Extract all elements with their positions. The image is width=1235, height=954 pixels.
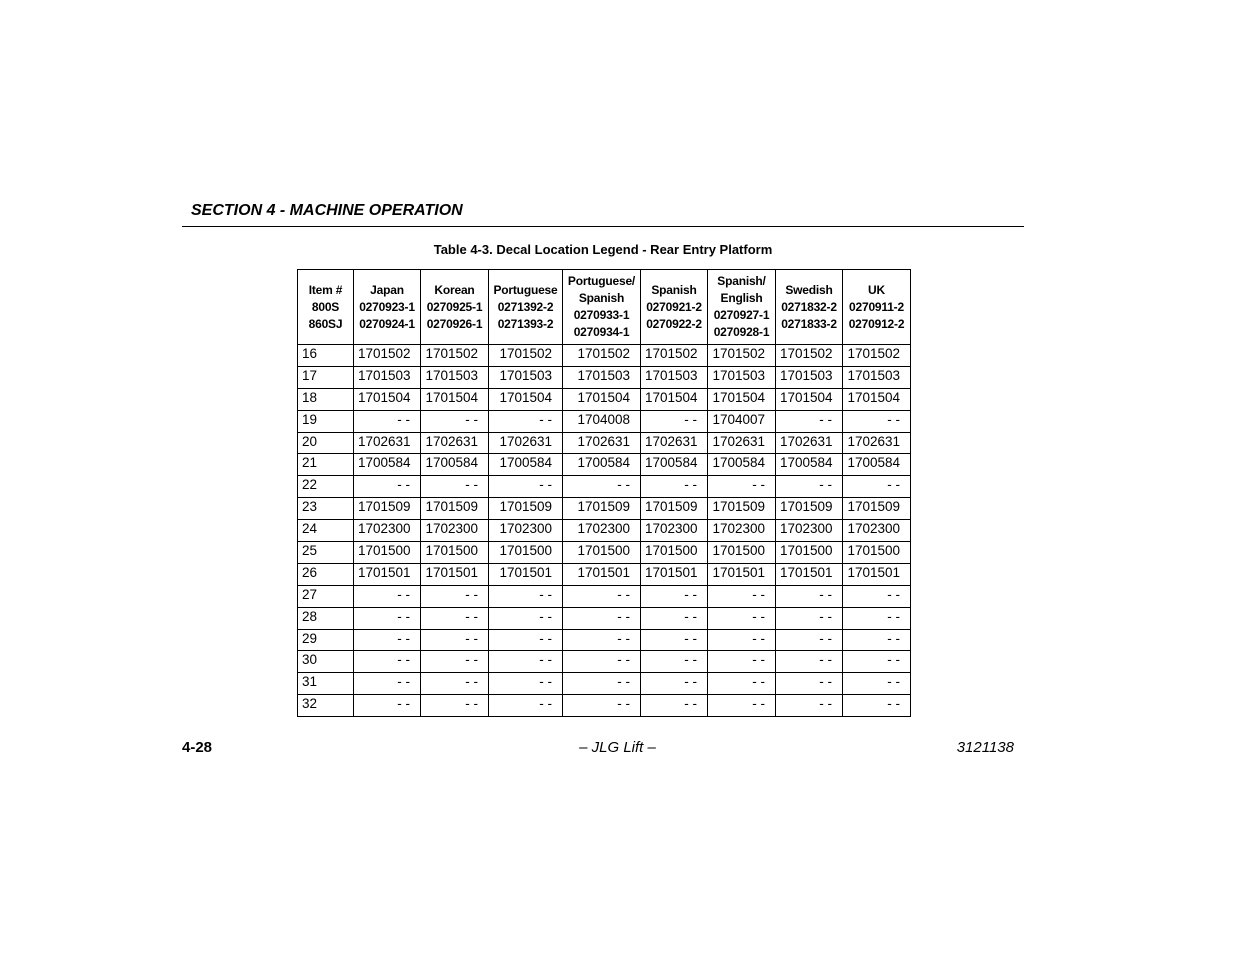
decal-part-number-cell: - - (641, 673, 708, 695)
decal-part-number-cell: - - (489, 695, 563, 717)
document-number: 3121138 (956, 739, 1014, 756)
decal-part-number-cell: 1701500 (354, 542, 421, 564)
column-header-line: 0270911-2 (849, 299, 904, 314)
decal-part-number-cell: 1702300 (708, 520, 776, 542)
column-header (563, 270, 641, 345)
column-header-line: Portuguese/ (567, 274, 636, 288)
decal-part-number-cell: - - (354, 629, 421, 651)
column-header-line: Japan (370, 282, 404, 297)
decal-part-number-cell: 1701509 (489, 498, 563, 520)
column-header (489, 270, 563, 345)
decal-part-number-cell: - - (776, 673, 843, 695)
decal-part-number-cell: - - (489, 651, 563, 673)
decal-part-number-cell: - - (489, 607, 563, 629)
item-number-cell: 23 (298, 498, 354, 520)
column-header-line: Korean (434, 282, 475, 297)
table-row (298, 345, 911, 367)
decal-part-number-cell: - - (421, 673, 489, 695)
column-header-line: 0270912-2 (848, 316, 905, 331)
decal-part-number-cell: 1701500 (708, 542, 776, 564)
item-number-cell: 26 (298, 563, 354, 585)
decal-part-number-cell: - - (776, 695, 843, 717)
column-header-line: 0270924-1 (359, 316, 415, 331)
decal-part-number-cell: - - (776, 476, 843, 498)
decal-part-number-cell: 1702631 (776, 432, 843, 454)
decal-part-number-cell: - - (641, 695, 708, 717)
decal-part-number-cell: 1701502 (489, 345, 563, 367)
decal-part-number-cell: 1701504 (776, 388, 843, 410)
decal-part-number-cell: 1702300 (641, 520, 708, 542)
decal-part-number-cell: 1701500 (776, 542, 843, 564)
column-header-line: 0270934-1 (573, 325, 630, 339)
column-header-line: 0270928-1 (713, 325, 770, 339)
decal-part-number-cell: - - (421, 651, 489, 673)
table-caption: Table 4-3. Decal Location Legend - Rear Entry Platform (433, 242, 773, 257)
decal-part-number-cell: - - (563, 695, 641, 717)
table-row (298, 498, 911, 520)
decal-part-number-cell: - - (489, 585, 563, 607)
decal-part-number-cell: - - (421, 695, 489, 717)
column-header (708, 270, 776, 345)
column-header-line: 0271392-2 (497, 299, 554, 314)
table-row (298, 542, 911, 564)
decal-part-number-cell: - - (421, 629, 489, 651)
decal-part-number-cell: - - (843, 607, 911, 629)
decal-part-number-cell: - - (708, 673, 776, 695)
column-header-line: 0270933-1 (573, 308, 630, 322)
decal-part-number-cell: - - (354, 476, 421, 498)
table-row (298, 432, 911, 454)
decal-part-number-cell: 1701501 (489, 563, 563, 585)
decal-part-number-cell: - - (641, 585, 708, 607)
decal-part-number-cell: 1701501 (843, 563, 911, 585)
decal-part-number-cell: 1701501 (354, 563, 421, 585)
decal-part-number-cell: 1701501 (421, 563, 489, 585)
decal-part-number-cell: 1702300 (776, 520, 843, 542)
item-number-cell: 16 (298, 345, 354, 367)
decal-part-number-cell: 1701503 (708, 366, 776, 388)
decal-part-number-cell: - - (354, 695, 421, 717)
decal-part-number-cell: 1701504 (421, 388, 489, 410)
decal-part-number-cell: 1700584 (354, 454, 421, 476)
decal-part-number-cell: - - (843, 673, 911, 695)
decal-part-number-cell: - - (641, 607, 708, 629)
decal-part-number-cell: 1701503 (843, 366, 911, 388)
section-title: SECTION 4 - MACHINE OPERATION (191, 202, 463, 219)
table-body (298, 345, 911, 717)
table-row (298, 651, 911, 673)
decal-part-number-cell: 1702631 (708, 432, 776, 454)
decal-part-number-cell: 1700584 (563, 454, 641, 476)
decal-part-number-cell: - - (421, 410, 489, 432)
table-row (298, 454, 911, 476)
column-header (843, 270, 911, 345)
decal-part-number-cell: 1702300 (563, 520, 641, 542)
decal-part-number-cell: 1702631 (489, 432, 563, 454)
decal-part-number-cell: 1701509 (776, 498, 843, 520)
table-row (298, 366, 911, 388)
item-number-cell: 25 (298, 542, 354, 564)
decal-part-number-cell: 1701500 (489, 542, 563, 564)
decal-part-number-cell: 1701500 (641, 542, 708, 564)
column-header-line: 860SJ (308, 316, 343, 331)
decal-part-number-cell: 1702300 (843, 520, 911, 542)
decal-part-number-cell: 1702300 (421, 520, 489, 542)
item-number-cell: 24 (298, 520, 354, 542)
decal-part-number-cell: - - (776, 629, 843, 651)
decal-part-number-cell: 1701501 (641, 563, 708, 585)
table-row (298, 563, 911, 585)
decal-part-number-cell: 1701501 (708, 563, 776, 585)
footer-center-text: – JLG Lift – (579, 739, 656, 756)
decal-part-number-cell: - - (421, 607, 489, 629)
item-number-cell: 19 (298, 410, 354, 432)
column-header-line: 0270922-2 (646, 316, 702, 331)
table-row (298, 673, 911, 695)
decal-part-number-cell: 1700584 (489, 454, 563, 476)
decal-part-number-cell: - - (641, 476, 708, 498)
page-number: 4-28 (182, 739, 213, 756)
decal-part-number-cell: - - (708, 651, 776, 673)
table-row (298, 607, 911, 629)
decal-part-number-cell: - - (354, 607, 421, 629)
decal-part-number-cell: - - (354, 673, 421, 695)
header-row (298, 270, 911, 345)
item-number-cell: 18 (298, 388, 354, 410)
item-number-cell: 28 (298, 607, 354, 629)
decal-part-number-cell: - - (776, 410, 843, 432)
column-header-line: 0271393-2 (497, 316, 554, 331)
decal-part-number-cell: - - (843, 410, 911, 432)
column-header (776, 270, 843, 345)
item-number-cell: 27 (298, 585, 354, 607)
column-header-line: Swedish (785, 282, 833, 297)
decal-part-number-cell: - - (563, 585, 641, 607)
column-header-line: 0270921-2 (646, 299, 702, 314)
decal-part-number-cell: 1701502 (641, 345, 708, 367)
table-row (298, 388, 911, 410)
decal-part-number-cell: - - (776, 607, 843, 629)
item-number-cell: 29 (298, 629, 354, 651)
column-header-line: 0270927-1 (713, 308, 770, 322)
decal-part-number-cell: 1700584 (843, 454, 911, 476)
column-header-line: 800S (311, 299, 340, 314)
decal-part-number-cell: - - (843, 695, 911, 717)
column-header (421, 270, 489, 345)
item-number-cell: 31 (298, 673, 354, 695)
item-number-cell: 17 (298, 366, 354, 388)
decal-part-number-cell: - - (708, 476, 776, 498)
table-row (298, 520, 911, 542)
decal-part-number-cell: - - (354, 651, 421, 673)
decal-part-number-cell: 1700584 (776, 454, 843, 476)
decal-part-number-cell: - - (641, 410, 708, 432)
decal-part-number-cell: 1701509 (641, 498, 708, 520)
decal-part-number-cell: 1701504 (641, 388, 708, 410)
decal-part-number-cell: - - (489, 673, 563, 695)
decal-part-number-cell: 1701502 (563, 345, 641, 367)
decal-part-number-cell: 1701500 (421, 542, 489, 564)
table-row (298, 585, 911, 607)
decal-part-number-cell: - - (641, 629, 708, 651)
decal-part-number-cell: - - (776, 585, 843, 607)
decal-part-number-cell: 1701509 (708, 498, 776, 520)
decal-part-number-cell: 1702631 (563, 432, 641, 454)
decal-part-number-cell: - - (708, 607, 776, 629)
decal-part-number-cell: - - (421, 585, 489, 607)
decal-part-number-cell: 1702631 (354, 432, 421, 454)
decal-part-number-cell: 1701500 (843, 542, 911, 564)
table-row (298, 410, 911, 432)
column-header-line: Spanish (578, 291, 625, 305)
decal-part-number-cell: 1701504 (489, 388, 563, 410)
column-header (641, 270, 708, 345)
decal-part-number-cell: - - (843, 585, 911, 607)
decal-part-number-cell: - - (843, 629, 911, 651)
column-header-line: English (720, 291, 763, 305)
decal-part-number-cell: - - (563, 673, 641, 695)
decal-part-number-cell: 1701509 (421, 498, 489, 520)
decal-part-number-cell: 1701503 (641, 366, 708, 388)
decal-part-number-cell: - - (563, 607, 641, 629)
decal-part-number-cell: 1701502 (776, 345, 843, 367)
decal-part-number-cell: - - (563, 651, 641, 673)
decal-part-number-cell: - - (489, 629, 563, 651)
decal-part-number-cell: 1701503 (421, 366, 489, 388)
decal-part-number-cell: 1701502 (843, 345, 911, 367)
decal-part-number-cell: - - (421, 476, 489, 498)
decal-part-number-cell: 1701500 (563, 542, 641, 564)
decal-part-number-cell: 1701501 (563, 563, 641, 585)
decal-part-number-cell: 1702631 (843, 432, 911, 454)
column-header-line: UK (868, 282, 885, 297)
decal-part-number-cell: 1702631 (641, 432, 708, 454)
column-header-line: 0271833-2 (781, 316, 837, 331)
decal-part-number-cell: - - (563, 476, 641, 498)
decal-legend-table (297, 269, 911, 717)
header-rule (182, 226, 1024, 227)
decal-part-number-cell: 1701509 (843, 498, 911, 520)
decal-part-number-cell: 1700584 (641, 454, 708, 476)
item-number-cell: 21 (298, 454, 354, 476)
decal-part-number-cell: 1701509 (563, 498, 641, 520)
column-header-line: Item # (308, 282, 343, 297)
column-header-line: Portuguese (493, 282, 558, 297)
decal-part-number-cell: 1701504 (563, 388, 641, 410)
decal-part-number-cell: 1701503 (776, 366, 843, 388)
decal-part-number-cell: - - (489, 410, 563, 432)
decal-part-number-cell: 1701501 (776, 563, 843, 585)
column-header (298, 270, 354, 345)
decal-part-number-cell: - - (489, 476, 563, 498)
decal-part-number-cell: 1704007 (708, 410, 776, 432)
decal-part-number-cell: 1701503 (489, 366, 563, 388)
decal-part-number-cell: - - (776, 651, 843, 673)
decal-part-number-cell: 1702631 (421, 432, 489, 454)
item-number-cell: 20 (298, 432, 354, 454)
column-header-line: 0271832-2 (781, 299, 837, 314)
decal-part-number-cell: 1701509 (354, 498, 421, 520)
decal-part-number-cell: - - (354, 585, 421, 607)
decal-part-number-cell: - - (354, 410, 421, 432)
item-number-cell: 32 (298, 695, 354, 717)
decal-part-number-cell: 1701502 (708, 345, 776, 367)
decal-part-number-cell: - - (641, 651, 708, 673)
decal-part-number-cell: - - (708, 629, 776, 651)
table-row (298, 629, 911, 651)
decal-part-number-cell: 1701502 (421, 345, 489, 367)
decal-part-number-cell: 1704008 (563, 410, 641, 432)
table-row (298, 695, 911, 717)
decal-part-number-cell: 1701503 (354, 366, 421, 388)
column-header (354, 270, 421, 345)
column-header-line: Spanish (651, 282, 697, 297)
decal-part-number-cell: 1701504 (354, 388, 421, 410)
decal-part-number-cell: 1702300 (489, 520, 563, 542)
decal-part-number-cell: 1701502 (354, 345, 421, 367)
decal-part-number-cell: 1700584 (421, 454, 489, 476)
decal-part-number-cell: 1701503 (563, 366, 641, 388)
decal-part-number-cell: 1700584 (708, 454, 776, 476)
decal-part-number-cell: 1701504 (708, 388, 776, 410)
table-row (298, 476, 911, 498)
decal-part-number-cell: - - (563, 629, 641, 651)
item-number-cell: 22 (298, 476, 354, 498)
decal-part-number-cell: - - (843, 651, 911, 673)
column-header-line: Spanish/ (717, 274, 766, 288)
decal-part-number-cell: - - (708, 585, 776, 607)
decal-part-number-cell: - - (708, 695, 776, 717)
decal-part-number-cell: - - (843, 476, 911, 498)
column-header-line: 0270923-1 (359, 299, 415, 314)
decal-part-number-cell: 1701504 (843, 388, 911, 410)
decal-part-number-cell: 1702300 (354, 520, 421, 542)
column-header-line: 0270926-1 (426, 316, 483, 331)
item-number-cell: 30 (298, 651, 354, 673)
column-header-line: 0270925-1 (426, 299, 483, 314)
